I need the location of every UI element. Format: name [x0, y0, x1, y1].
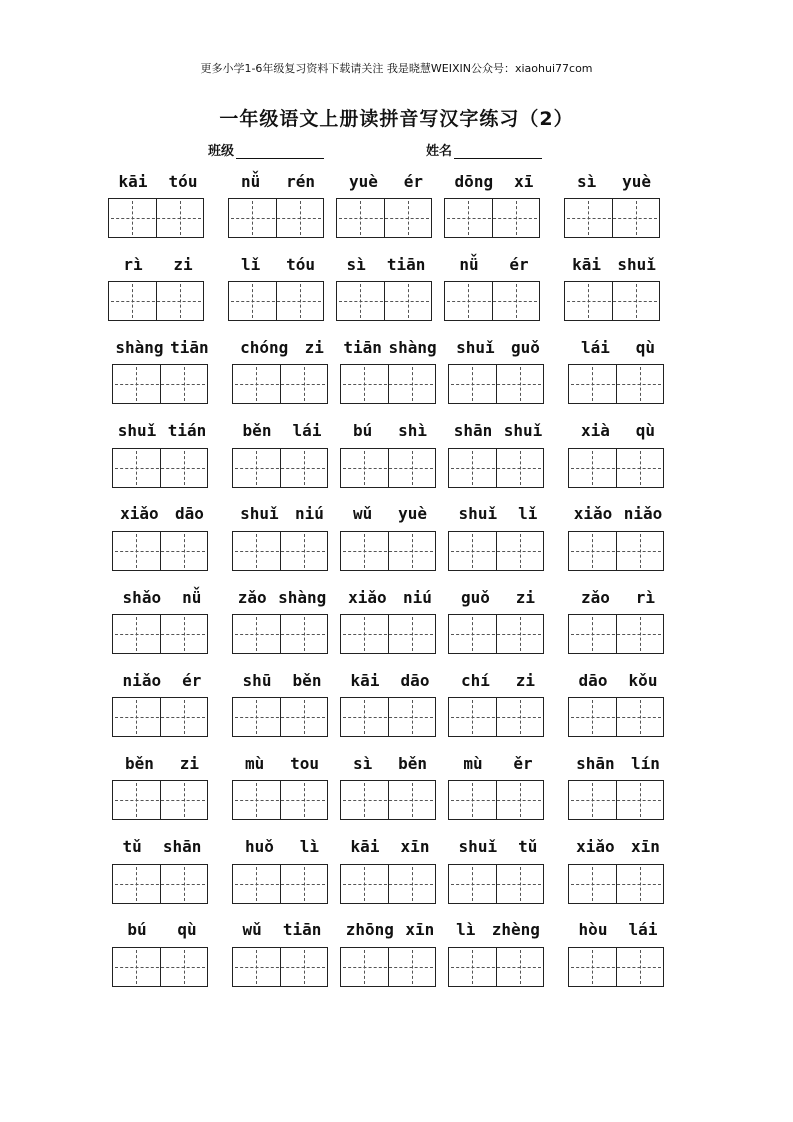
pinyin-label	[340, 503, 440, 525]
pinyin-syllable: guǒ	[460, 587, 490, 607]
pinyin-label	[112, 503, 212, 525]
grid-guide-line	[111, 301, 201, 302]
pinyin-syllable: xiǎo	[576, 837, 615, 857]
pinyin-syllable: zhōng	[345, 920, 394, 940]
writing-box[interactable]	[444, 281, 540, 321]
writing-box[interactable]	[340, 614, 436, 654]
pinyin-label	[228, 253, 328, 275]
pinyin-label	[112, 669, 212, 691]
writing-box[interactable]	[232, 614, 328, 654]
pinyin-syllable: nǚ	[459, 254, 479, 274]
pinyin-label	[108, 170, 208, 192]
grid-guide-line	[451, 384, 541, 385]
grid-guide-line	[115, 800, 205, 801]
pinyin-label	[112, 836, 212, 858]
grid-guide-line	[231, 301, 321, 302]
pinyin-syllable: tiān	[343, 337, 382, 357]
pinyin-syllable: běn	[242, 421, 272, 441]
grid-guide-line	[571, 884, 661, 885]
pinyin-syllable: shuǐ	[503, 421, 543, 441]
pinyin-label	[444, 170, 544, 192]
pinyin-syllable: shān	[162, 837, 202, 857]
writing-box[interactable]	[568, 614, 664, 654]
pinyin-syllable: nǚ	[182, 587, 202, 607]
pinyin-label	[112, 420, 212, 442]
pinyin-label	[112, 586, 212, 608]
pinyin-label	[568, 919, 668, 941]
pinyin-label	[568, 336, 668, 358]
pinyin-syllable: ér	[509, 254, 529, 274]
grid-guide-line	[343, 384, 433, 385]
grid-guide-line	[571, 551, 661, 552]
writing-box[interactable]	[340, 364, 436, 404]
pinyin-syllable: zi	[304, 337, 324, 357]
pinyin-syllable: zhèng	[491, 920, 540, 940]
grid-guide-line	[235, 717, 325, 718]
pinyin-syllable: dāo	[174, 504, 204, 524]
grid-guide-line	[343, 551, 433, 552]
pinyin-syllable: lái	[292, 421, 322, 441]
pinyin-syllable: xīn	[405, 920, 435, 940]
grid-guide-line	[343, 884, 433, 885]
grid-guide-line	[231, 218, 321, 219]
writing-box[interactable]	[340, 448, 436, 488]
pinyin-syllable: shuǐ	[617, 254, 656, 274]
pinyin-syllable: tou	[290, 753, 320, 773]
pinyin-syllable: shān	[453, 421, 493, 441]
pinyin-syllable: sì	[352, 753, 373, 773]
pinyin-syllable: tiān	[282, 920, 322, 940]
pinyin-syllable: lǐ	[240, 254, 261, 274]
pinyin-syllable: wǔ	[242, 920, 262, 940]
grid-guide-line	[115, 717, 205, 718]
writing-box[interactable]	[108, 281, 204, 321]
grid-guide-line	[235, 800, 325, 801]
writing-box[interactable]	[112, 448, 208, 488]
pinyin-syllable: kāi	[350, 670, 380, 690]
pinyin-syllable: niú	[402, 587, 432, 607]
pinyin-label	[448, 919, 548, 941]
pinyin-label	[564, 253, 664, 275]
pinyin-syllable: niǎo	[122, 670, 162, 690]
pinyin-syllable: mù	[244, 753, 265, 773]
pinyin-syllable: zǎo	[237, 587, 267, 607]
class-blank[interactable]	[236, 143, 324, 159]
writing-box[interactable]	[232, 947, 328, 987]
pinyin-syllable: shān	[576, 753, 615, 773]
grid-guide-line	[343, 967, 433, 968]
pinyin-label	[112, 752, 212, 774]
grid-guide-line	[451, 967, 541, 968]
pinyin-syllable: hòu	[578, 920, 608, 940]
pinyin-label	[568, 586, 668, 608]
writing-box[interactable]	[112, 364, 208, 404]
pinyin-syllable: yuè	[622, 171, 652, 191]
pinyin-syllable: běn	[292, 670, 322, 690]
pinyin-syllable: shǎo	[122, 587, 162, 607]
grid-guide-line	[115, 967, 205, 968]
grid-guide-line	[115, 384, 205, 385]
page-header: 更多小学1-6年级复习资料下载请关注 我是晓慧WEIXIN公众号：xiaohui77com	[200, 62, 593, 75]
pinyin-syllable: tiān	[386, 254, 426, 274]
grid-guide-line	[567, 301, 657, 302]
writing-box[interactable]	[232, 448, 328, 488]
pinyin-syllable: tián	[167, 421, 207, 441]
grid-guide-line	[339, 218, 429, 219]
writing-box[interactable]	[228, 281, 324, 321]
writing-box[interactable]	[444, 198, 540, 238]
pinyin-label	[568, 669, 668, 691]
pinyin-syllable: zi	[179, 753, 200, 773]
pinyin-syllable: dāo	[578, 670, 608, 690]
grid-guide-line	[115, 551, 205, 552]
pinyin-syllable: ěr	[513, 753, 533, 773]
pinyin-label	[448, 836, 548, 858]
pinyin-syllable: wǔ	[352, 504, 373, 524]
pinyin-syllable: lǐ	[518, 504, 538, 524]
pinyin-syllable: kǒu	[628, 670, 658, 690]
pinyin-syllable: qù	[635, 337, 656, 357]
pinyin-label	[228, 170, 328, 192]
grid-guide-line	[571, 967, 661, 968]
pinyin-syllable: shàng	[278, 587, 327, 607]
pinyin-syllable: xiǎo	[573, 504, 613, 524]
pinyin-label	[232, 752, 332, 774]
grid-guide-line	[451, 884, 541, 885]
pinyin-label	[448, 336, 548, 358]
pinyin-syllable: xià	[580, 421, 610, 441]
pinyin-syllable: ér	[182, 670, 202, 690]
pinyin-label	[564, 170, 664, 192]
pinyin-syllable: zi	[515, 587, 536, 607]
pinyin-label	[340, 420, 440, 442]
grid-guide-line	[447, 301, 537, 302]
pinyin-syllable: niú	[294, 504, 324, 524]
writing-box[interactable]	[568, 364, 664, 404]
pinyin-syllable: bú	[127, 920, 147, 940]
writing-box[interactable]	[448, 780, 544, 820]
writing-box[interactable]	[448, 448, 544, 488]
pinyin-label	[112, 336, 212, 358]
pinyin-label	[448, 503, 548, 525]
pinyin-label	[568, 503, 668, 525]
pinyin-syllable: sì	[576, 171, 597, 191]
pinyin-syllable: yuè	[348, 171, 378, 191]
grid-guide-line	[451, 800, 541, 801]
pinyin-label	[340, 336, 440, 358]
pinyin-syllable: zi	[173, 254, 193, 274]
grid-guide-line	[343, 717, 433, 718]
pinyin-syllable: tóu	[286, 254, 316, 274]
writing-box[interactable]	[448, 531, 544, 571]
grid-guide-line	[567, 218, 657, 219]
writing-box[interactable]	[108, 198, 204, 238]
pinyin-syllable: tǔ	[122, 837, 142, 857]
writing-box[interactable]	[340, 531, 436, 571]
pinyin-syllable: zǎo	[580, 587, 610, 607]
writing-box[interactable]	[232, 364, 328, 404]
pinyin-syllable: bú	[352, 421, 373, 441]
pinyin-syllable: mù	[463, 753, 483, 773]
pinyin-syllable: běn	[398, 753, 428, 773]
pinyin-syllable: xiǎo	[348, 587, 387, 607]
grid-guide-line	[235, 634, 325, 635]
pinyin-label	[340, 836, 440, 858]
pinyin-syllable: rén	[286, 171, 316, 191]
pinyin-syllable: dōng	[454, 171, 494, 191]
pinyin-syllable: niǎo	[623, 504, 663, 524]
writing-box[interactable]	[448, 614, 544, 654]
grid-guide-line	[343, 634, 433, 635]
pinyin-syllable: lì	[299, 837, 320, 857]
grid-guide-line	[571, 717, 661, 718]
pinyin-syllable: chóng	[240, 337, 289, 357]
pinyin-syllable: qù	[635, 421, 656, 441]
pinyin-syllable: yuè	[398, 504, 428, 524]
grid-guide-line	[343, 800, 433, 801]
class-field	[208, 140, 324, 159]
pinyin-syllable: kāi	[350, 837, 380, 857]
pinyin-syllable: shū	[242, 670, 272, 690]
pinyin-label	[232, 669, 332, 691]
pinyin-syllable: běn	[124, 753, 154, 773]
pinyin-syllable: shuǐ	[240, 504, 279, 524]
writing-box[interactable]	[448, 697, 544, 737]
writing-box[interactable]	[112, 697, 208, 737]
writing-box[interactable]	[448, 947, 544, 987]
pinyin-label	[448, 586, 548, 608]
grid-guide-line	[235, 468, 325, 469]
writing-box[interactable]	[568, 531, 664, 571]
pinyin-syllable: tóu	[168, 171, 198, 191]
grid-guide-line	[115, 634, 205, 635]
pinyin-syllable: rì	[635, 587, 656, 607]
writing-box[interactable]	[112, 531, 208, 571]
pinyin-label	[448, 420, 548, 442]
grid-guide-line	[111, 218, 201, 219]
writing-box[interactable]	[568, 697, 664, 737]
grid-guide-line	[339, 301, 429, 302]
writing-box[interactable]	[448, 364, 544, 404]
pinyin-label	[232, 836, 332, 858]
class-label: 班级	[208, 144, 235, 159]
pinyin-syllable: dāo	[400, 670, 430, 690]
name-field	[426, 140, 542, 159]
pinyin-syllable: tǔ	[518, 837, 538, 857]
pinyin-label	[444, 253, 544, 275]
writing-box[interactable]	[564, 281, 660, 321]
pinyin-label	[568, 420, 668, 442]
grid-guide-line	[571, 634, 661, 635]
pinyin-syllable: lái	[580, 337, 610, 357]
pinyin-label	[448, 669, 548, 691]
grid-guide-line	[451, 717, 541, 718]
grid-guide-line	[115, 884, 205, 885]
writing-box[interactable]	[340, 780, 436, 820]
pinyin-syllable: xiǎo	[120, 504, 159, 524]
pinyin-syllable: shì	[398, 421, 428, 441]
grid-guide-line	[571, 384, 661, 385]
grid-guide-line	[447, 218, 537, 219]
pinyin-syllable: xīn	[400, 837, 430, 857]
pinyin-syllable: kāi	[118, 171, 148, 191]
pinyin-syllable: lì	[456, 920, 476, 940]
writing-box[interactable]	[112, 614, 208, 654]
pinyin-label	[340, 669, 440, 691]
writing-box[interactable]	[112, 780, 208, 820]
writing-box[interactable]	[568, 448, 664, 488]
pinyin-syllable: guǒ	[510, 337, 540, 357]
pinyin-syllable: chí	[460, 670, 490, 690]
writing-box[interactable]	[232, 864, 328, 904]
pinyin-label	[340, 586, 440, 608]
grid-guide-line	[571, 800, 661, 801]
writing-box[interactable]	[340, 864, 436, 904]
pinyin-syllable: tiān	[170, 337, 209, 357]
pinyin-syllable: kāi	[572, 254, 602, 274]
name-label: 姓名	[426, 144, 453, 159]
grid-guide-line	[235, 967, 325, 968]
writing-box[interactable]	[448, 864, 544, 904]
pinyin-syllable: lín	[630, 753, 660, 773]
pinyin-syllable: sì	[346, 254, 366, 274]
pinyin-label	[448, 752, 548, 774]
pinyin-syllable: shuǐ	[456, 337, 495, 357]
writing-box[interactable]	[564, 198, 660, 238]
grid-guide-line	[451, 468, 541, 469]
pinyin-syllable: xī	[514, 171, 534, 191]
writing-box[interactable]	[568, 947, 664, 987]
writing-box[interactable]	[336, 281, 432, 321]
pinyin-syllable: rì	[123, 254, 143, 274]
writing-box[interactable]	[232, 531, 328, 571]
pinyin-syllable: qù	[177, 920, 197, 940]
writing-box[interactable]	[568, 864, 664, 904]
pinyin-label	[232, 336, 332, 358]
writing-box[interactable]	[232, 780, 328, 820]
pinyin-syllable: zi	[515, 670, 536, 690]
writing-box[interactable]	[568, 780, 664, 820]
pinyin-syllable: shuǐ	[458, 504, 498, 524]
pinyin-syllable: xīn	[630, 837, 660, 857]
writing-box[interactable]	[112, 947, 208, 987]
pinyin-label	[568, 836, 668, 858]
pinyin-label	[232, 586, 332, 608]
writing-box[interactable]	[336, 198, 432, 238]
worksheet-title: 一年级语文上册读拼音写汉字练习（2）	[219, 108, 574, 130]
pinyin-syllable: shuǐ	[117, 421, 157, 441]
writing-box[interactable]	[112, 864, 208, 904]
pinyin-label	[112, 919, 212, 941]
pinyin-label	[568, 752, 668, 774]
pinyin-label	[232, 919, 332, 941]
pinyin-syllable: shàng	[115, 337, 164, 357]
name-blank[interactable]	[454, 143, 542, 159]
pinyin-syllable: shàng	[388, 337, 437, 357]
pinyin-label	[232, 420, 332, 442]
pinyin-label	[232, 503, 332, 525]
pinyin-label	[336, 170, 436, 192]
grid-guide-line	[451, 634, 541, 635]
writing-box[interactable]	[340, 947, 436, 987]
pinyin-label	[340, 919, 440, 941]
pinyin-syllable: ér	[403, 171, 424, 191]
grid-guide-line	[235, 384, 325, 385]
writing-box[interactable]	[228, 198, 324, 238]
grid-guide-line	[235, 551, 325, 552]
grid-guide-line	[115, 468, 205, 469]
pinyin-label	[340, 752, 440, 774]
pinyin-syllable: lái	[628, 920, 658, 940]
writing-box[interactable]	[232, 697, 328, 737]
pinyin-syllable: shuǐ	[458, 837, 498, 857]
grid-guide-line	[571, 468, 661, 469]
pinyin-syllable: nǚ	[240, 171, 261, 191]
grid-guide-line	[451, 551, 541, 552]
grid-guide-line	[235, 884, 325, 885]
pinyin-label	[336, 253, 436, 275]
writing-box[interactable]	[340, 697, 436, 737]
pinyin-label	[108, 253, 208, 275]
pinyin-syllable: huǒ	[244, 837, 274, 857]
grid-guide-line	[343, 468, 433, 469]
